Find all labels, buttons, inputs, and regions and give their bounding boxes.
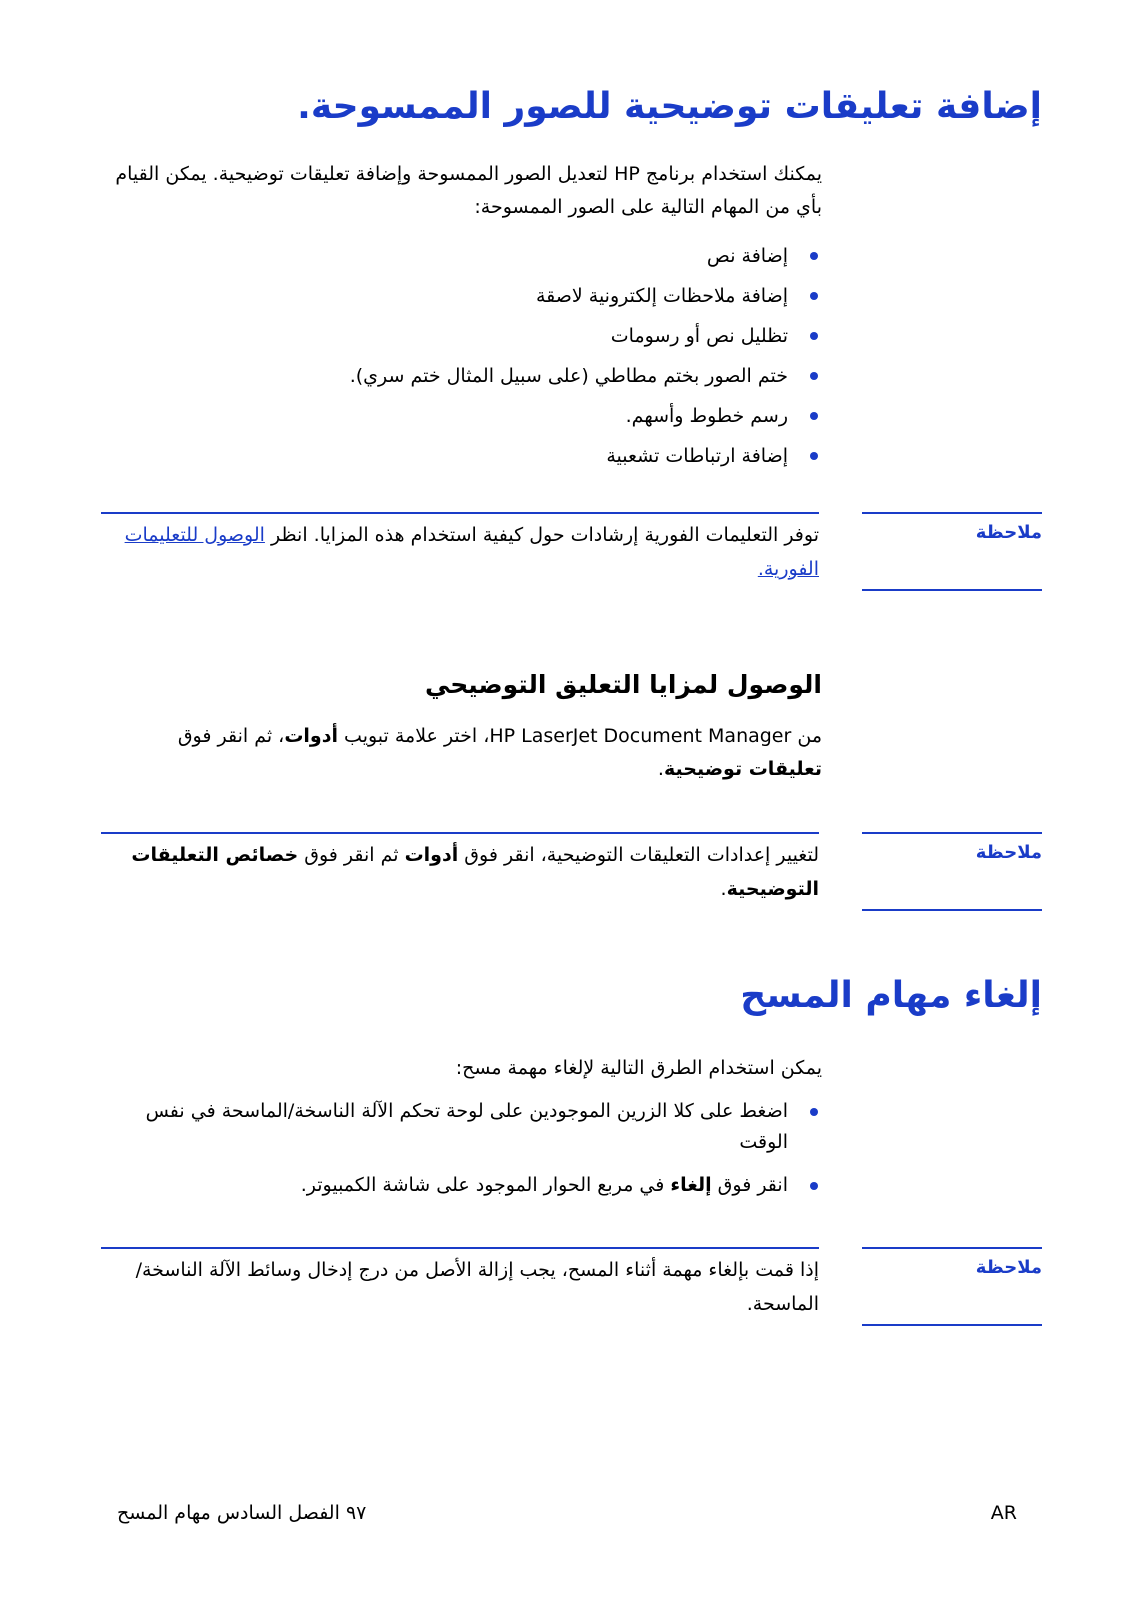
footer-language: AR [990, 1502, 1017, 1524]
subsection-text: من HP LaserJet Document Manager، اختر علامة تبويب أدوات، ثم انقر فوق تعليقات توضيحية. [177, 725, 822, 780]
section-title-cancel-scan: إلغاء مهام المسح [740, 975, 1042, 1016]
annotation-properties-label: خصائص التعليقات التوضيحية [131, 844, 819, 900]
note-cancel-during-scan: إذا قمت بإلغاء مهمة أثناء المسح، يجب إزالة الأصل من درج إدخال وسائط الآلة الناسخة/ الماسحة. [101, 1247, 819, 1321]
note-bottom-rule [862, 909, 1042, 911]
list-item: ختم الصور بختم مطاطي (على سبيل المثال ختم سري). [102, 356, 822, 396]
list-item: إضافة ملاحظات إلكترونية لاصقة [102, 276, 822, 316]
bullet-icon [810, 1182, 818, 1190]
bullet-icon [810, 292, 818, 300]
note-label: ملاحظة [862, 1247, 1042, 1278]
chapter-title: الفصل السادس مهام المسح [117, 1502, 340, 1524]
bullet-icon [810, 372, 818, 380]
list-item: انقر فوق إلغاء في مربع الحوار الموجود على شاشة الكمبيوتر. [102, 1170, 822, 1201]
list-item: إضافة نص [102, 236, 822, 276]
annotations-label: تعليقات توضيحية [663, 758, 822, 780]
note-bottom-rule [862, 589, 1042, 591]
list-item: اضغط على كلا الزرين الموجودين على لوحة تحكم الآلة الناسخة/الماسحة في نفس الوقت [102, 1096, 822, 1158]
subsection-title: الوصول لمزايا التعليق التوضيحي [424, 670, 822, 699]
list-item: تظليل نص أو رسومات [102, 316, 822, 356]
annotations-intro: يمكنك استخدام برنامج HP لتعديل الصور الممسوحة وإضافة تعليقات توضيحية. يمكن القيام بأي من المهام التالية على الصور الممسوحة: [115, 163, 822, 218]
list-item: رسم خطوط وأسهم. [102, 396, 822, 436]
section-title-annotations: إضافة تعليقات توضيحية للصور الممسوحة. [297, 86, 1042, 127]
note-annotation-settings: لتغيير إعدادات التعليقات التوضيحية، انقر فوق أدوات ثم انقر فوق خصائص التعليقات التوضيحية. [101, 832, 819, 906]
bullet-icon [810, 332, 818, 340]
note-label: ملاحظة [862, 512, 1042, 543]
cancel-methods-list [102, 1096, 822, 1213]
footer-chapter [117, 1502, 366, 1524]
annotations-feature-list [102, 236, 822, 476]
online-help-link[interactable]: الوصول للتعليمات الفورية. [124, 524, 819, 580]
tools-tab-label: أدوات [284, 725, 338, 747]
cancel-button-label: إلغاء [670, 1174, 712, 1196]
note-label: ملاحظة [862, 832, 1042, 863]
page-number: ٩٧ [345, 1502, 367, 1524]
list-item: إضافة ارتباطات تشعبية [102, 436, 822, 476]
bullet-icon [810, 452, 818, 460]
note-online-help: توفر التعليمات الفورية إرشادات حول كيفية استخدام هذه المزايا. انظر الوصول للتعليمات الفورية. [101, 512, 819, 586]
tools-label: أدوات [404, 844, 459, 866]
bullet-icon [810, 252, 818, 260]
cancel-intro: يمكن استخدام الطرق التالية لإلغاء مهمة مسح: [455, 1057, 822, 1079]
note-bottom-rule [862, 1324, 1042, 1326]
bullet-icon [810, 1108, 818, 1116]
bullet-icon [810, 412, 818, 420]
